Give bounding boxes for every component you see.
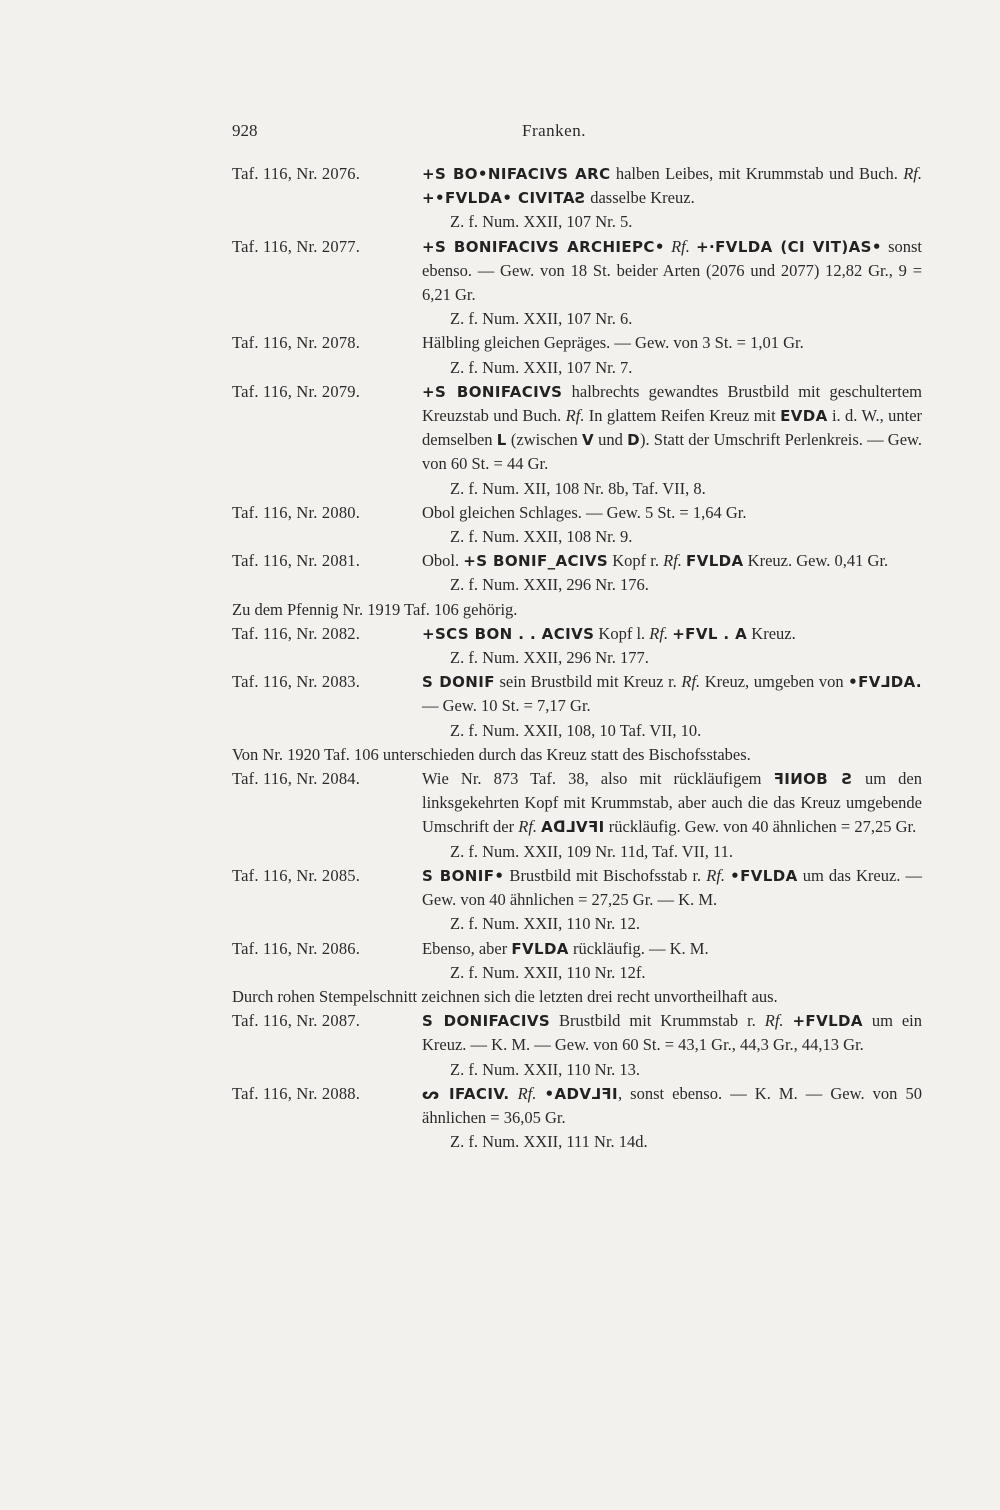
source-citation: Z. f. Num. XXII, 110 Nr. 12. [450, 914, 641, 934]
coin-legend: EVDA [780, 407, 828, 426]
plate-reference: Taf. 116, Nr. 2076. [232, 164, 361, 183]
coin-legend: +·FVLDA (CI VIT)AS• [696, 237, 882, 256]
reverse-abbrev: Rf. [764, 1011, 784, 1031]
plate-reference: Taf. 116, Nr. 2084. [232, 769, 361, 789]
note-text: Zu dem Pfennig Nr. 1919 Taf. 106 gehörig. [232, 599, 518, 619]
catalogue-entry [232, 622, 922, 670]
coin-legend: FVLDA [511, 939, 569, 958]
source-citation: Z. f. Num. XXII, 107 Nr. 5. [450, 212, 633, 232]
reverse-abbrev: Rf. [517, 1083, 537, 1103]
entry-description [422, 331, 922, 379]
coin-legend: •FVLDA [730, 866, 798, 885]
plate-reference: Taf. 116, Nr. 2081. [232, 551, 361, 571]
coin-legend: S DONIF [422, 673, 495, 692]
entry-description [422, 549, 922, 597]
entry-description [422, 670, 922, 743]
description-text: um das Kreuz. — Gew. von 40 ähnlichen = 27,25 Gr. — K. M. [422, 865, 922, 910]
plate-reference: Taf. 116, Nr. 2087. [232, 1011, 361, 1031]
source-citation: Z. f. Num. XXII, 107 Nr. 7. [450, 357, 633, 377]
coin-legend: FVLDA [686, 552, 744, 571]
plate-reference: Taf. 116, Nr. 2085. [232, 865, 361, 885]
note-text: Von Nr. 1920 Taf. 106 unterschieden durch das Kreuz statt des Bischofsstabes. [232, 744, 751, 764]
source-citation: Z. f. Num. XXII, 111 Nr. 14d. [450, 1132, 648, 1152]
coin-legend: +SCS BON . . ACIVS [422, 624, 595, 643]
note-line [232, 743, 922, 767]
entry-description [422, 501, 922, 549]
coin-legend: D [627, 431, 640, 450]
catalogue-entry [232, 937, 922, 985]
entry-description [422, 162, 922, 235]
description-text: rückläufig. Gew. von 40 ähnlichen = 27,25 Gr. [604, 817, 917, 837]
description-text: Kreuz. [747, 623, 796, 643]
plate-reference: Taf. 116, Nr. 2078. [232, 333, 361, 353]
entry-description [422, 767, 922, 864]
description-text: um den linksgekehrten Kopf mit Krummstab, aber auch die das Kreuz umgebende Umschrift der [422, 769, 922, 837]
coin-legend: +S BONIFACIVS [422, 382, 563, 401]
source-citation: Z. f. Num. XII, 108 Nr. 8b, Taf. VII, 8. [450, 478, 706, 498]
source-citation: Z. f. Num. XXII, 108 Nr. 9. [450, 527, 633, 547]
catalogue-entry [232, 380, 922, 501]
description-text: Hälbling gleichen Gepräges. — Gew. von 3 St. = 1,01 Gr. [422, 333, 804, 353]
coin-legend: +S BONIF_ACIVS [463, 552, 609, 571]
description-text: In glattem Reifen Kreuz mit [584, 406, 781, 426]
catalogue-entry [232, 549, 922, 597]
catalogue-entry [232, 501, 922, 549]
description-text: sonst ebenso. — Gew. von 18 St. beider Arten (2076 und 2077) 12,82 Gr., 9 = 6,21 Gr. [422, 236, 922, 305]
plate-reference: Taf. 116, Nr. 2083. [232, 672, 361, 692]
description-text: dasselbe Kreuz. [586, 188, 695, 208]
note-text: Durch rohen Stempelschnitt zeichnen sich die letzten drei recht unvortheilhaft aus. [232, 986, 778, 1006]
reverse-abbrev: Rf. [706, 865, 726, 885]
coin-legend: +FVL . A [672, 624, 748, 643]
plate-reference: Taf. 116, Nr. 2079. [232, 381, 361, 401]
reverse-abbrev: Rf. [663, 551, 682, 571]
description-text: , sonst ebenso. — K. M. — Gew. von 50 ähnlichen = 36,05 Gr. [422, 1083, 923, 1127]
coin-legend: •ADV⅃ꟻI [544, 1084, 618, 1103]
reverse-abbrev: Rf. [671, 236, 690, 256]
source-citation: Z. f. Num. XXII, 110 Nr. 12f. [450, 962, 646, 982]
source-citation: Z. f. Num. XXII, 296 Nr. 177. [450, 648, 649, 668]
coin-legend: +•FVLDA• CIVITAƧ [422, 189, 587, 208]
description-text: Brustbild mit Bischofsstab r. [504, 865, 707, 885]
description-text [510, 1084, 518, 1103]
source-citation: Z. f. Num. XXII, 296 Nr. 176. [450, 575, 649, 595]
note-line [232, 598, 922, 622]
coin-legend: +S BO•NIFACIVS ARC [422, 165, 611, 183]
entry-description [422, 864, 922, 937]
entry-description [422, 1009, 922, 1082]
entry-description [422, 1082, 922, 1155]
page-number: 928 [232, 121, 258, 140]
entry-description [422, 235, 922, 332]
description-text: Kopf l. [594, 623, 650, 643]
plate-reference: Taf. 116, Nr. 2088. [232, 1083, 361, 1103]
catalogue-entry [232, 235, 922, 332]
description-text: Obol. [422, 551, 464, 571]
reverse-abbrev: Rf. [565, 406, 585, 426]
running-title: Franken. [522, 121, 586, 140]
reverse-abbrev: Rf. [903, 164, 923, 183]
entry-description [422, 622, 922, 670]
catalogue-entries [232, 162, 922, 1154]
source-citation: Z. f. Num. XXII, 108, 10 Taf. VII, 10. [450, 720, 702, 740]
plate-reference: Taf. 116, Nr. 2086. [232, 938, 361, 958]
catalogue-entry [232, 331, 922, 379]
description-text: Kreuz. Gew. 0,41 Gr. [743, 551, 889, 571]
coin-legend: •FV⅃DA. [848, 673, 922, 692]
description-text: um ein Kreuz. — K. M. — Gew. von 60 St. = 43,1 Gr., 44,3 Gr., 44,13 Gr. [422, 1011, 922, 1055]
source-citation: Z. f. Num. XXII, 107 Nr. 6. [450, 309, 633, 329]
description-text: ). Statt der Umschrift Perlenkreis. — Gew. von 60 St. = 44 Gr. [422, 430, 923, 474]
catalogue-entry [232, 162, 922, 235]
reverse-abbrev: Rf. [518, 817, 538, 837]
description-text: — Gew. 10 St. = 7,17 Gr. [422, 696, 591, 716]
description-text: halbrechts gewandtes Brustbild mit geschultertem Kreuzstab und Buch. [422, 381, 923, 426]
coin-legend: S BONIF• [422, 866, 505, 885]
note-line [232, 985, 922, 1009]
reverse-abbrev: Rf. [649, 623, 669, 643]
catalogue-entry [232, 670, 922, 743]
description-text: Kreuz, umgeben von [700, 672, 849, 692]
description-text: Wie Nr. 873 Taf. 38, also mit rückläufigem [422, 769, 774, 789]
catalogue-entry [232, 1009, 922, 1082]
description-text: i. d. W., unter demselben [422, 406, 923, 450]
coin-legend: +S BONIFACIVS ARCHIEPC• [422, 237, 665, 256]
source-citation: Z. f. Num. XXII, 109 Nr. 11d, Taf. VII, 11. [450, 841, 733, 861]
description-text: Brustbild mit Krummstab r. [550, 1011, 765, 1031]
description-text: Kopf r. [608, 551, 664, 571]
coin-legend: L [496, 431, 507, 450]
description-text: halben Leibes, mit Krummstab und Buch. [610, 164, 904, 183]
catalogue-entry [232, 864, 922, 937]
description-text: Obol gleichen Schlages. — Gew. 5 St. = 1,64 Gr. [422, 502, 747, 522]
reverse-abbrev: Rf. [681, 672, 701, 692]
description-text: rückläufig. — K. M. [568, 938, 709, 958]
description-text: und [594, 430, 628, 450]
entry-description [422, 937, 922, 985]
coin-legend: V [581, 431, 594, 450]
catalogue-entry [232, 1082, 922, 1155]
coin-legend: ꟻIИOB Ƨ [773, 770, 853, 789]
description-text: (zwischen [506, 430, 582, 450]
catalogue-entry [232, 767, 922, 864]
description-text: sein Brustbild mit Kreuz r. [494, 672, 682, 692]
source-citation: Z. f. Num. XXII, 110 Nr. 13. [450, 1059, 641, 1079]
page-header [232, 121, 922, 145]
coin-legend: Aᗡ⅃VꟻI [541, 818, 605, 837]
plate-reference: Taf. 116, Nr. 2080. [232, 502, 361, 522]
plate-reference: Taf. 116, Nr. 2077. [232, 236, 361, 256]
coin-legend: +FVLDA [792, 1012, 863, 1031]
description-text: Ebenso, aber [422, 938, 512, 958]
coin-legend: ᔕ IFACIV. [422, 1084, 510, 1103]
plate-reference: Taf. 116, Nr. 2082. [232, 623, 361, 643]
coin-legend: S DONIFACIVS [422, 1012, 551, 1031]
entry-description [422, 380, 922, 501]
